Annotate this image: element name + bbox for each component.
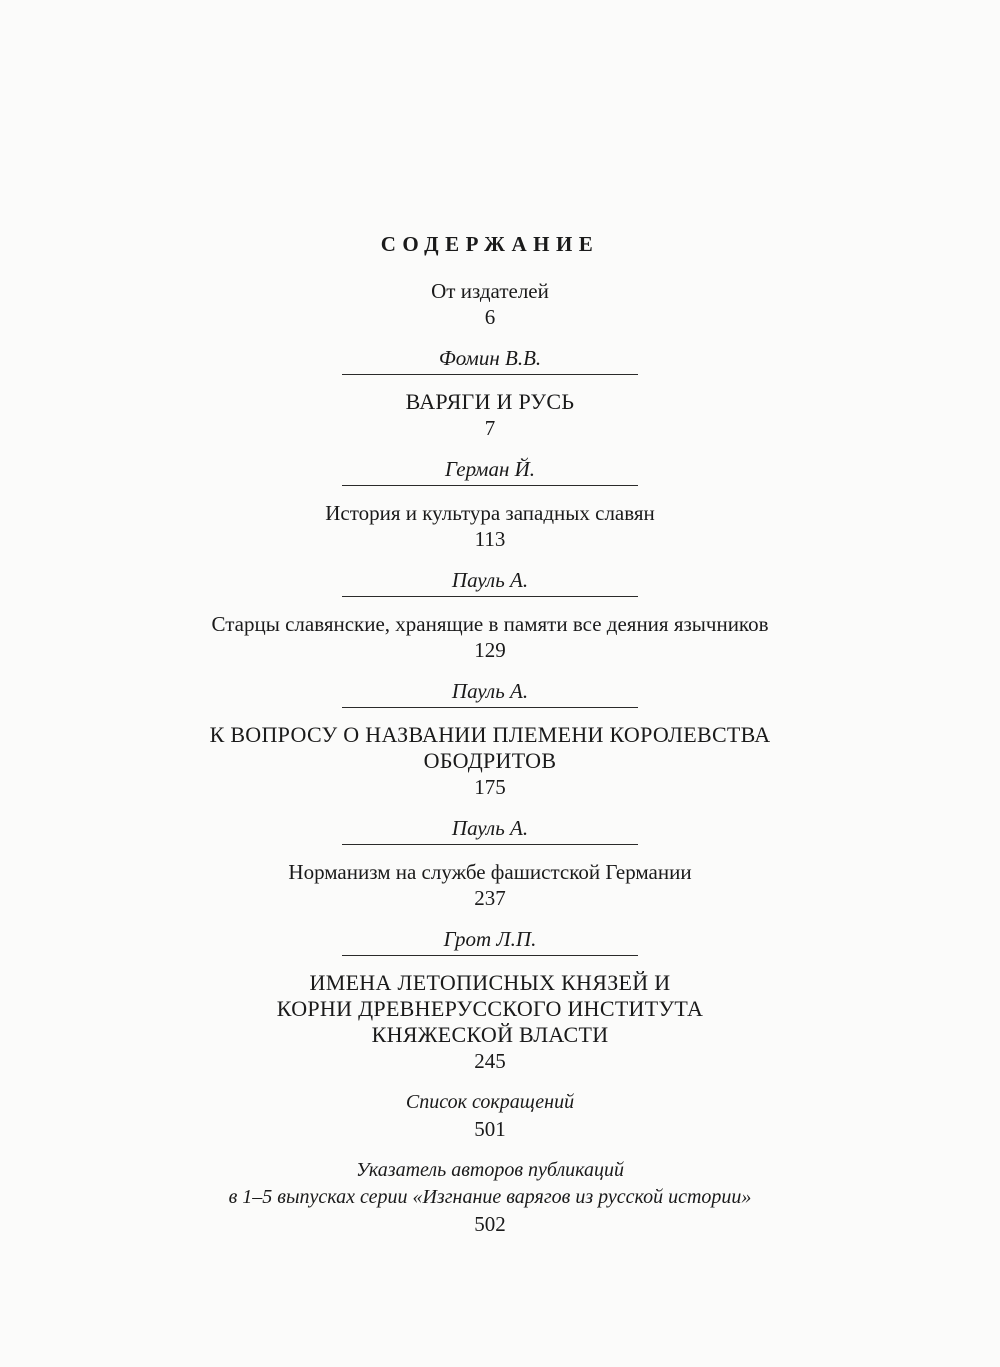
entry-title: Старцы славянские, хранящие в памяти все деяния язычников (211, 612, 769, 636)
entry-title: КНЯЖЕСКОЙ ВЛАСТИ (371, 1022, 609, 1047)
toc-entry[interactable] (0, 1157, 980, 1237)
toc-heading: СОДЕРЖАНИЕ (380, 232, 600, 256)
author-divider (342, 955, 638, 956)
entry-author: Грот Л.П. (443, 927, 537, 951)
toc-entry[interactable] (0, 1089, 980, 1142)
entry-title: От издателей (431, 279, 549, 303)
entry-title: К ВОПРОСУ О НАЗВАНИИ ПЛЕМЕНИ КОРОЛЕВСТВА (209, 722, 771, 747)
entry-page-number: 6 (484, 305, 496, 329)
entry-title: История и культура западных славян (325, 501, 655, 525)
author-divider (342, 707, 638, 708)
entry-page-number: 237 (474, 886, 506, 910)
entry-author: Фомин В.В. (438, 346, 542, 370)
entry-title: КОРНИ ДРЕВНЕРУССКОГО ИНСТИТУТА (276, 996, 704, 1021)
table-of-contents (0, 226, 980, 1237)
entry-author: Герман Й. (444, 457, 536, 481)
entry-page-number: 502 (474, 1212, 506, 1236)
entry-author: Пауль А. (451, 679, 529, 703)
toc-entry[interactable] (0, 567, 980, 663)
toc-entry[interactable] (0, 278, 980, 330)
entry-title: ОБОДРИТОВ (423, 748, 557, 773)
toc-entry[interactable] (0, 345, 980, 441)
entry-page-number: 501 (474, 1117, 506, 1141)
entry-page-number: 7 (484, 416, 496, 440)
entry-page-number: 245 (474, 1049, 506, 1073)
toc-entry[interactable] (0, 678, 980, 800)
entry-title: ВАРЯГИ И РУСЬ (405, 389, 575, 414)
author-divider (342, 596, 638, 597)
entry-title: Норманизм на службе фашистской Германии (288, 860, 692, 884)
toc-entry[interactable] (0, 926, 980, 1074)
entry-page-number: 113 (474, 527, 506, 551)
author-divider (342, 374, 638, 375)
entry-page-number: 129 (474, 638, 506, 662)
entry-title: Указатель авторов публикаций (355, 1159, 625, 1181)
toc-entry[interactable] (0, 456, 980, 552)
entry-title: Список сокращений (405, 1091, 575, 1113)
entry-author: Пауль А. (451, 816, 529, 840)
entry-title: ИМЕНА ЛЕТОПИСНЫХ КНЯЗЕЙ И (309, 970, 671, 995)
entry-page-number: 175 (474, 775, 506, 799)
entry-title: в 1–5 выпусках серии «Изгнание варягов из русской истории» (228, 1186, 752, 1208)
toc-entry[interactable] (0, 815, 980, 911)
author-divider (342, 485, 638, 486)
author-divider (342, 844, 638, 845)
entry-author: Пауль А. (451, 568, 529, 592)
